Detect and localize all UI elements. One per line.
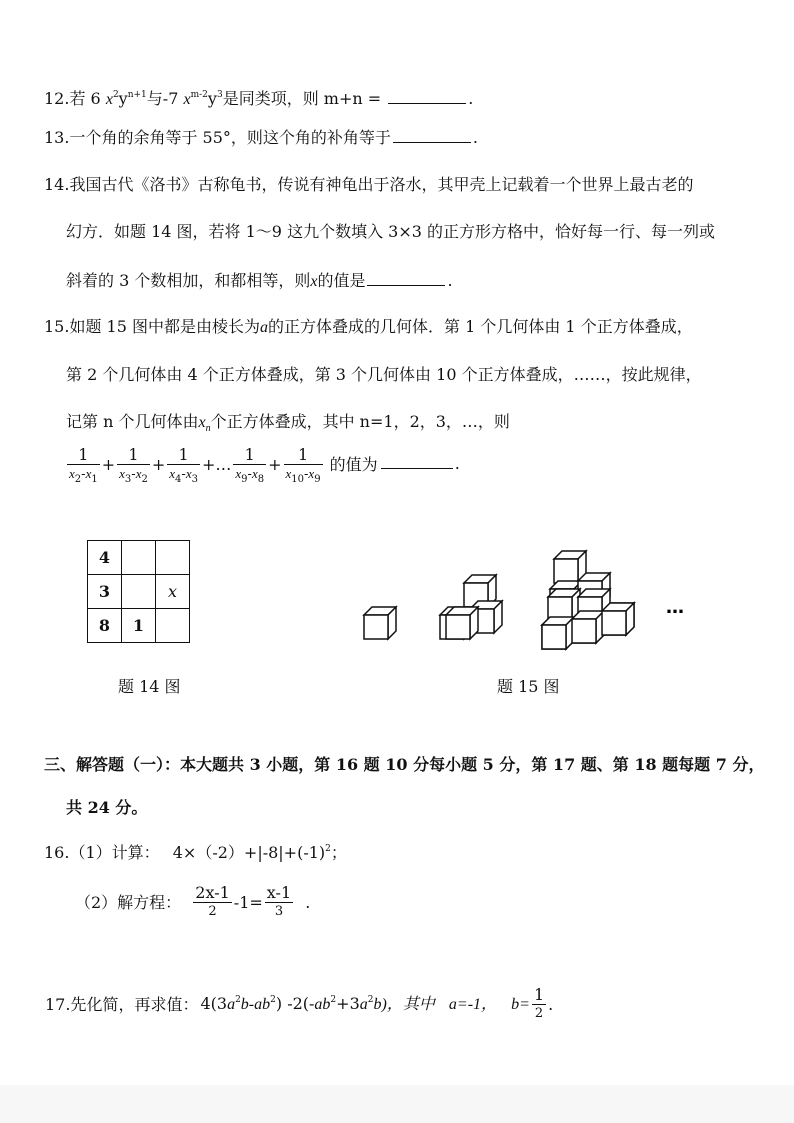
question-16-part2 — [74, 882, 311, 928]
q15-var-x: x — [198, 414, 206, 431]
cube — [446, 607, 478, 639]
q15-fraction-1 — [67, 446, 100, 484]
question-15-line1 — [44, 316, 693, 339]
grid-cell: 3 — [88, 575, 122, 609]
q16-fraction-2 — [265, 884, 293, 921]
q17-a-value: a=-1， — [448, 995, 498, 1013]
q13-answer-blank[interactable] — [393, 141, 471, 143]
question-15-line3 — [66, 411, 510, 434]
grid-cell: 4 — [88, 541, 122, 575]
question-14-line3 — [66, 270, 453, 293]
q15-f3-den: $x_4-x_3$ — [169, 465, 198, 485]
grid-cell — [156, 541, 190, 575]
q15-f5-num: 1 — [297, 444, 309, 464]
q15-end: . — [454, 454, 460, 473]
q12-y1: y — [118, 89, 128, 108]
q15-line3-post: 个正方体叠成，其中 n=1，2，3，…，则 — [210, 412, 510, 431]
question-15-fraction-sum — [66, 444, 460, 488]
q17-label: 17.先化简，再求值： — [45, 994, 199, 1014]
q14-end: . — [447, 271, 453, 290]
grid-row — [88, 541, 190, 575]
q16-f2-den: 3 — [265, 902, 293, 921]
grid-row — [88, 575, 190, 609]
question-13 — [44, 127, 478, 149]
q15-f3-num: 1 — [178, 444, 189, 464]
q15-plus-3: + — [268, 454, 282, 474]
q16-part1-expr: 4×（-2）+|-8|+(-1) — [172, 843, 326, 862]
q12-text-mid: 与-7 — [146, 89, 179, 108]
q16-part2-end: . — [305, 892, 311, 912]
question-14-line2: 幻方．如题 14 图，若将 1～9 这九个数填入 3×3 的正方形方格中，恰好每一行、每一列或 — [66, 222, 716, 241]
q16-f2-num: x-1 — [266, 883, 292, 902]
grid-cell: 1 — [122, 609, 156, 643]
q13-text: 一个角的余角等于 55°，则这个角的补角等于 — [69, 128, 391, 147]
q12-y2: y — [207, 89, 217, 108]
q12-x2-exp: m-2 — [190, 90, 208, 100]
q12-x2: x — [183, 91, 191, 108]
q12-text-pre: 若 6 — [69, 89, 101, 108]
q17-end: . — [548, 994, 554, 1014]
q15-f2-num: 1 — [128, 444, 139, 464]
cube — [572, 611, 604, 643]
q15-answer-blank[interactable] — [381, 467, 453, 469]
q12-answer-blank[interactable] — [388, 102, 466, 104]
question-16-part1 — [44, 842, 347, 864]
grid-cell — [156, 609, 190, 643]
q16-part1-exp: 2 — [325, 844, 331, 854]
q15-f5-den: $x_{10}-x_9$ — [285, 465, 321, 485]
q14-answer-blank[interactable] — [367, 284, 445, 286]
q15-var-a: a — [259, 319, 268, 336]
q15-line1-post: 的正方体叠成的几何体．第 1 个几何体由 1 个正方体叠成， — [267, 317, 693, 336]
grid-cell — [122, 541, 156, 575]
q14-var-x: x — [310, 273, 318, 290]
figure-14-caption: 题 14 图 — [118, 677, 181, 696]
q17-b-label: b= — [511, 995, 530, 1013]
figure-15-caption: 题 15 图 — [497, 677, 560, 696]
q15-plus-1: + — [101, 454, 116, 474]
q16-f1-num: 2x-1 — [195, 883, 230, 902]
q13-end: . — [472, 128, 478, 147]
q17-b-num: 1 — [533, 985, 545, 1004]
q15-f1-num: 1 — [78, 444, 89, 464]
q16-part2-label: （2）解方程： — [75, 892, 182, 912]
q15-fraction-5 — [284, 446, 323, 484]
q17-b-fraction — [532, 986, 546, 1023]
q17-b-den: 2 — [532, 1004, 546, 1023]
q15-fraction-2 — [117, 446, 150, 484]
cube-ellipsis: … — [666, 597, 684, 618]
q16-f1-den: 2 — [193, 902, 232, 921]
q15-plus-2: + — [151, 454, 166, 474]
q14-line3-pre: 斜着的 3 个数相加，和都相等，则 — [66, 271, 311, 290]
q14-line3-post: 的值是 — [317, 271, 366, 290]
q16-part1-end: ； — [330, 843, 347, 862]
question-12 — [44, 88, 473, 111]
q15-line3-pre: 记第 n 个几何体由 — [66, 412, 199, 431]
question-14-line1: 14.我国古代《洛书》古称龟书，传说有神龟出于洛水，其甲壳上记载着一个世界上最古老的 — [44, 175, 694, 194]
q15-dots: +… — [201, 454, 232, 474]
magic-square-grid — [87, 540, 190, 643]
cube-stack-figure — [350, 545, 690, 655]
q12-end: . — [468, 89, 474, 108]
question-15-line2: 第 2 个几何体由 4 个正方体叠成，第 3 个几何体由 10 个正方体叠成，……，按此规律， — [66, 365, 702, 384]
q13-number: 13. — [44, 128, 70, 147]
cube — [364, 607, 396, 639]
q15-f4-num: 1 — [244, 444, 255, 464]
q12-y1-exp: n+1 — [127, 90, 147, 100]
section-3-heading-line2: 共 24 分。 — [66, 798, 148, 817]
grid-cell — [122, 575, 156, 609]
q12-x1-exp: 2 — [112, 90, 119, 100]
q16-fraction-1 — [193, 884, 232, 921]
section-3-heading-line1: 三、解答题（一）：本大题共 3 小题，第 16 题 10 分每小题 5 分，第 17 题、第 18 题每题 7 分， — [44, 755, 765, 774]
grid-cell: 8 — [88, 609, 122, 643]
q15-fraction-4 — [233, 446, 266, 484]
q15-f2-den: $x_3-x_2$ — [119, 465, 148, 485]
q17-expression: $4(3a^2b-ab^2)$ $-2(-ab^2+3a^2b)$，其中 — [200, 994, 435, 1013]
question-17 — [44, 984, 554, 1030]
q12-number: 12. — [44, 89, 70, 108]
q15-line1-pre: 15.如题 15 图中都是由棱长为 — [44, 317, 260, 336]
q15-f4-den: $x_9-x_8$ — [235, 465, 265, 485]
grid-cell-x: x — [156, 575, 190, 609]
q12-y2-exp: 3 — [216, 90, 223, 100]
q15-tail: 的值为 — [329, 454, 378, 474]
cube — [542, 617, 574, 649]
q16-mid: -1= — [233, 892, 263, 912]
q15-f1-den: $x_2-x_1$ — [69, 465, 98, 485]
q15-fraction-3 — [167, 446, 200, 484]
q12-x1: x — [105, 91, 113, 108]
page-bottom-margin — [0, 1085, 794, 1123]
q16-part1-label: 16.（1）计算： — [44, 843, 160, 862]
grid-row — [88, 609, 190, 643]
q12-text-post: 是同类项，则 m+n = — [222, 89, 382, 108]
q15-var-sub-n: n — [205, 423, 211, 434]
cube — [602, 603, 634, 635]
